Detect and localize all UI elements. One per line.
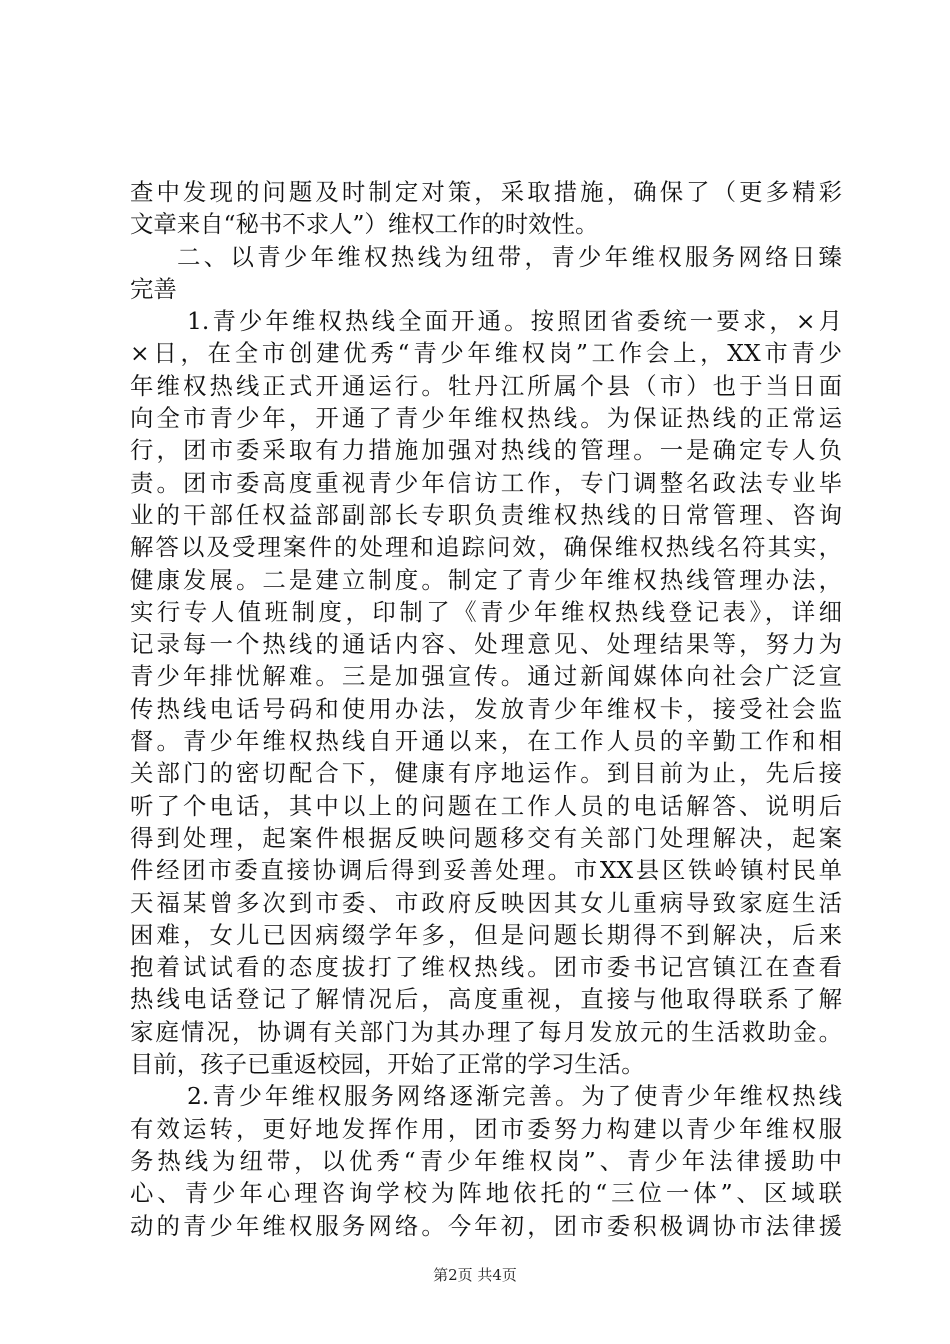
text-line: 得到处理，起案件根据反映问题移交有关部门处理解决，起案 xyxy=(130,823,842,852)
text-line: 有效运转，更好地发挥作用，团市委努力构建以青少年维权服 xyxy=(130,1114,842,1143)
text-line: 1.青少年维权热线全面开通。按照团省委统一要求，×月 xyxy=(187,307,842,336)
text-line: 2.青少年维权服务网络逐渐完善。为了使青少年维权热线 xyxy=(187,1082,842,1111)
text-line: 健康发展。二是建立制度。制定了青少年维权热线管理办法， xyxy=(130,565,842,594)
text-line: 责。团市委高度重视青少年信访工作，专门调整名政法专业毕 xyxy=(130,468,842,497)
page-footer: 第2页 共4页 xyxy=(433,1266,517,1284)
text-line: 督。青少年维权热线自开通以来，在工作人员的辛勤工作和相 xyxy=(130,727,842,756)
text-line: 记录每一个热线的通话内容、处理意见、处理结果等，努力为 xyxy=(130,630,842,659)
text-line: 热线电话登记了解情况后，高度重视，直接与他取得联系了解 xyxy=(130,985,842,1014)
text-line: 关部门的密切配合下，健康有序地运作。到目前为止，先后接 xyxy=(130,759,842,788)
paragraph-continuation xyxy=(130,176,842,241)
text-line: 二、以青少年维权热线为纽带，青少年维权服务网络日臻 xyxy=(177,242,842,271)
text-line: 困难，女儿已因病缀学年多，但是问题长期得不到解决，后来 xyxy=(130,920,842,949)
text-line: 件经团市委直接协调后得到妥善处理。市XX县区铁岭镇村民单 xyxy=(130,856,842,885)
text-line: 抱着试试看的态度拔打了维权热线。团市委书记宫镇江在查看 xyxy=(130,953,842,982)
text-line: 文章来自“秘书不求人”）维权工作的时效性。 xyxy=(130,210,599,239)
text-line: 青少年排忧解难。三是加强宣传。通过新闻媒体向社会广泛宣 xyxy=(130,662,842,691)
text-line: 查中发现的问题及时制定对策，采取措施，确保了（更多精彩 xyxy=(130,178,842,206)
text-line: 家庭情况，协调有关部门为其办理了每月发放元的生活救助金。 xyxy=(130,1017,842,1046)
paragraph-numbered xyxy=(130,305,842,1080)
text-line: 务热线为纽带，以优秀“青少年维权岗”、青少年法律援助中 xyxy=(130,1146,842,1175)
text-line: 传热线电话号码和使用办法，发放青少年维权卡，接受社会监 xyxy=(130,694,842,723)
text-line: 心、青少年心理咨询学校为阵地依托的“三位一体”、区域联 xyxy=(130,1179,842,1208)
text-line: 天福某曾多次到市委、市政府反映因其女儿重病导致家庭生活 xyxy=(130,888,842,917)
paragraph-numbered xyxy=(130,1080,842,1241)
text-line: 听了个电话，其中以上的问题在工作人员的电话解答、说明后 xyxy=(130,791,842,820)
paragraph-heading xyxy=(130,241,842,306)
text-line: 实行专人值班制度，印制了《青少年维权热线登记表》，详细 xyxy=(130,597,842,626)
body-text xyxy=(130,176,842,1242)
text-line: ×日，在全市创建优秀“青少年维权岗”工作会上，XX市青少 xyxy=(130,339,842,368)
text-line: 年维权热线正式开通运行。牡丹江所属个县（市）也于当日面 xyxy=(130,371,842,400)
text-line: 动的青少年维权服务网络。今年初，团市委积极调协市法律援 xyxy=(130,1211,842,1240)
text-line: 解答以及受理案件的处理和追踪问效，确保维权热线名符其实， xyxy=(130,533,842,562)
text-line: 向全市青少年，开通了青少年维权热线。为保证热线的正常运 xyxy=(130,404,842,433)
text-line: 目前，孩子已重返校园，开始了正常的学习生活。 xyxy=(130,1050,645,1079)
text-line: 完善 xyxy=(130,274,177,303)
text-line: 业的干部任权益部副部长专职负责维权热线的日常管理、咨询 xyxy=(130,500,842,529)
text-line: 行，团市委采取有力措施加强对热线的管理。一是确定专人负 xyxy=(130,436,842,465)
